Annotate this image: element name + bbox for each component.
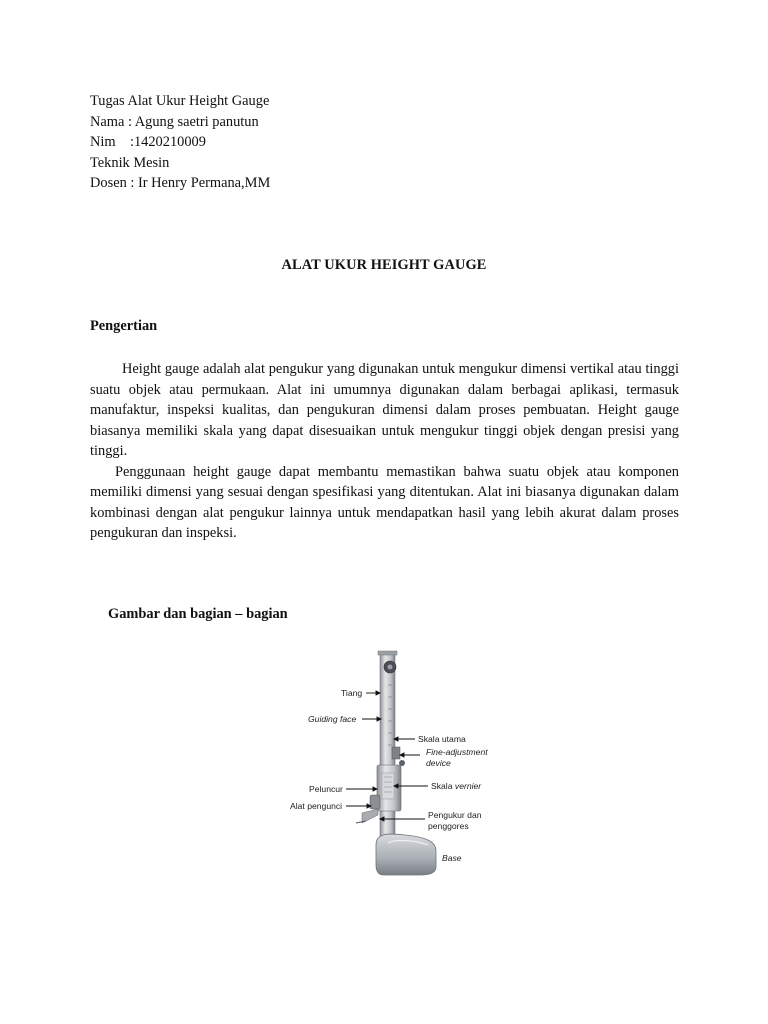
section-heading-pengertian: Pengertian	[90, 318, 158, 334]
figure-heading: Gambar dan bagian – bagian	[108, 606, 288, 622]
header-line-title: Tugas Alat Ukur Height Gauge	[90, 93, 270, 109]
label-skala-utama: Skala utama	[418, 734, 466, 744]
label-peluncur: Peluncur	[309, 784, 343, 794]
section-body	[90, 359, 679, 544]
label-tiang: Tiang	[341, 688, 363, 698]
label-fine-adjustment-device: device	[426, 758, 451, 768]
paragraph-1: Height gauge adalah alat pengukur yang digunakan untuk mengukur dimensi vertikal atau tinggi suatu objek atau permukaan. Alat ini umumnya digunakan dalam berbagai aplikasi, termasuk manufaktur, inspeksi kualitas, dan pengukuran dimensi dalam proses pembuatan. Height gauge biasanya memiliki skala yang dapat disesuaikan untuk mengukur tinggi objek dengan presisi yang tinggi.	[90, 361, 679, 459]
header-line-lecturer: Dosen : Ir Henry Permana,MM	[90, 175, 271, 191]
header-line-department: Teknik Mesin	[90, 154, 170, 171]
label-fine-adjustment: Fine-adjustment	[426, 747, 488, 757]
height-gauge-diagram	[280, 645, 510, 885]
label-skala-word: Skala	[431, 781, 453, 791]
label-penggores: penggores	[428, 821, 469, 831]
header-line-name: Nama : Agung saetri panutun	[90, 113, 259, 130]
assignment-header	[90, 91, 270, 194]
header-line-nim: Nim :1420210009	[90, 134, 206, 150]
document-title: ALAT UKUR HEIGHT GAUGE	[281, 257, 487, 273]
height-gauge-figure	[280, 645, 510, 885]
label-alat-pengunci: Alat pengunci	[290, 801, 343, 811]
label-skala-vernier	[431, 781, 482, 791]
paragraph-2: Penggunaan height gauge dapat membantu memastikan bahwa suatu objek atau komponen memiliki dimensi yang sesuai dengan spesifikasi yang ditentukan. Alat ini biasanya digunakan dalam kombinasi dengan alat pengukur lainnya untuk mendapatkan hasil yang lebih akurat dalam proses pengukuran dan inspeksi.	[90, 463, 679, 541]
label-guiding-face: Guiding face	[308, 714, 357, 724]
label-pengukur-dan: Pengukur dan	[428, 810, 482, 820]
label-base: Base	[442, 853, 462, 863]
label-vernier-word: vernier	[454, 781, 482, 791]
